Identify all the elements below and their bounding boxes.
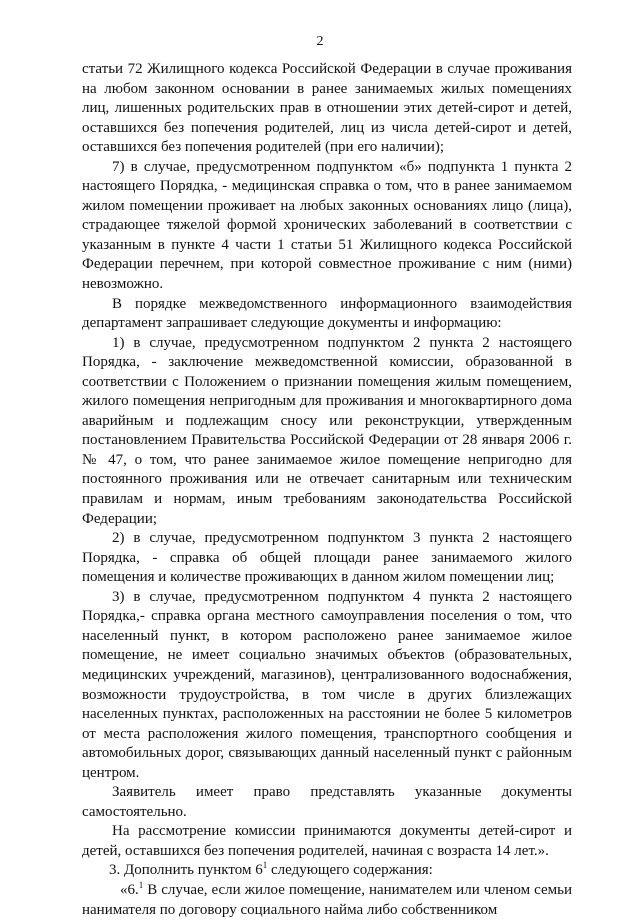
clause-text: В случае, если жилое помещение, нанимателем или членом семьи нанимателя по договору социального найма либо собственником — [82, 881, 572, 918]
paragraph-request-item-1: 1) в случае, предусмотренном подпунктом 2 пункта 2 настоящего Порядка, - заключение межведомственной комиссии, образованной в соответствии с Положением о признании помещения жилым помещением, жилого помещения непригодным для проживания и многоквартирного дома аварийным и подлежащим сносу или реконструкции, утвержденным постановлением Правительства Российской Федерации от 28 января 2006 г. № 47, о том, что ранее занимаемое жилое помещение непригодно для постоянного проживания или не отвечает санитарным или техническим правилам и нормам, иным требованиям законодательства Российской Федерации; — [82, 334, 572, 527]
paragraph-clause-6-1 — [82, 881, 572, 920]
paragraph-commission-review: На рассмотрение комиссии принимаются документы детей-сирот и детей, оставшихся без попечения родителей, начиная с возраста 14 лет.». — [82, 823, 572, 859]
paragraph-request-item-3: 3) в случае, предусмотренном подпунктом 4 пункта 2 настоящего Порядка,- справка органа местного самоуправления поселения о том, что населенный пункт, в котором расположено ранее занимаемое жилое помещение, не имеет социально значимых объектов (образовательных, медицинских учреждений, магазинов), централизованного водоснабжения, возможности трудоустройства, в том числе в других близлежащих населенных пунктах, расположенных на расстоянии не более 5 километров от места расположения жилого помещения, транспортного сообщения и автомобильных дорог, связывающих данный населенный пункт с районным центром. — [82, 588, 572, 781]
paragraph-interagency-request: В порядке межведомственного информационного взаимодействия департамент запрашивает следующие документы и информацию: — [82, 295, 572, 332]
amendment-text-end: следующего содержания: — [267, 862, 433, 879]
page-number: 2 — [316, 34, 324, 49]
document-body — [82, 60, 572, 920]
paragraph-applicant-right: Заявитель имеет право представлять указанные документы самостоятельно. — [82, 784, 572, 820]
superscript-one: 1 — [138, 879, 144, 890]
paragraph-amendment-3 — [82, 861, 572, 881]
clause-number: «6. — [120, 881, 139, 898]
superscript-one: 1 — [262, 860, 268, 871]
paragraph-continuation: статьи 72 Жилищного кодекса Российской Федерации в случае проживания на любом законном основании в ранее занимаемых жилых помещениях лиц, лишенных родительских прав в отношении этих детей-сирот и детей, оставшихся без попечения родителей, лиц из числа детей-сирот и детей, оставшихся без попечения родителей (при его наличии); — [82, 61, 572, 156]
paragraph-request-item-2: 2) в случае, предусмотренном подпунктом 3 пункта 2 настоящего Порядка, - справка об общей площади ранее занимаемого жилого помещения и количестве проживающих в данном жилом помещении лиц; — [82, 530, 572, 586]
paragraph-item-7: 7) в случае, предусмотренном подпунктом «б» подпункта 1 пункта 2 настоящего Порядка, - медицинская справка о том, что в ранее занимаемом жилом помещении проживает на любых законных основаниях лицо (лица), страдающее тяжелой формой хронических заболеваний в соответствии с указанным в пункте 4 части 1 статьи 51 Жилищного кодекса Российской Федерации перечнем, при которой совместное проживание с ним (ними) невозможно. — [82, 158, 572, 293]
amendment-text-start: 3. Дополнить пунктом 6 — [109, 862, 263, 879]
